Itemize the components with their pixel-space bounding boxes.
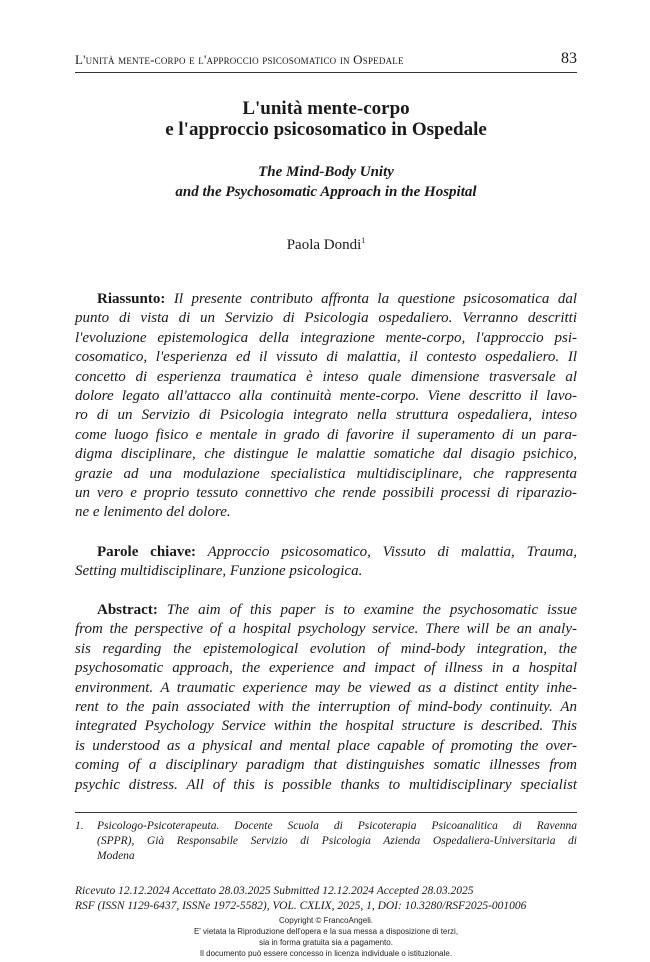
author-name: Paola Dondi — [286, 237, 362, 253]
riassunto-line: digma disciplinare, che distingue le malattie somatiche dal disagio psichico, — [75, 446, 577, 463]
abstract-line: psychosomatic approach, the experience and impact of illness in a hospital — [75, 660, 577, 677]
riassunto-line: concetto di esperienza traumatica è inteso quale dimensione trasversale al — [75, 368, 577, 385]
title-english-line-1: The Mind-Body Unity — [258, 164, 394, 180]
copyright-line: E' vietata la Riproduzione dell'opera e la sua messa a disposizione di terzi, — [193, 927, 459, 936]
riassunto-line: ro di un Servizio di Psicologia integrato nella struttura ospedaliera, inteso — [75, 407, 577, 424]
riassunto-line: un vero e proprio tessuto connettivo che rende possibili processi di riparazio- — [75, 485, 577, 502]
title-english-line-2: and the Psychosomatic Approach in the Hospital — [175, 184, 477, 200]
footnote-line: (SPPR), Già Responsabile Servizio di Psicologia Azienda Ospedaliera-Universitaria di — [97, 835, 577, 847]
footnote-divider — [75, 812, 577, 813]
riassunto-line: dolore legato all'attacco alla continuità mente-corpo. Viene descritto il lavo- — [75, 388, 577, 405]
footnote-line: Modena — [97, 850, 135, 862]
riassunto-paragraph — [75, 290, 577, 523]
footnote-text — [97, 819, 577, 864]
footnote — [75, 819, 577, 864]
footnote-number: 1. — [75, 820, 84, 832]
page-number: 83 — [561, 50, 577, 67]
parole-chiave-line: Parole chiave: Approccio psicosomatico, Vissuto di malattia, Trauma, — [75, 543, 577, 562]
submission-info — [75, 884, 577, 914]
copyright-line: Copyright © FrancoAngeli. — [279, 916, 373, 925]
abstract-line: from the perspective of a hospital psychology service. There will be an analy- — [75, 621, 577, 638]
riassunto-line: ne e lenimento del dolore. — [75, 504, 231, 521]
title-italian-line-1: L'unità mente-corpo — [242, 98, 410, 119]
abstract-paragraph — [75, 601, 577, 795]
author-byline — [75, 236, 577, 254]
abstract-label: Abstract: — [97, 602, 158, 618]
received-dates: Ricevuto 12.12.2024 Accettato 28.03.2025 Submitted 12.12.2024 Accepted 28.03.2025 — [75, 885, 474, 897]
footnote-line: Psicologo-Psicoterapeuta. Docente Scuola di Psicoterapia Psicoanalitica di Ravenna — [97, 820, 577, 832]
abstract-line: is understood as a physical and mental place capable of promoting the over- — [75, 737, 577, 754]
abstract-line: coming of a disciplinary paradigm that distinguishes somatic illnesses from — [75, 757, 577, 774]
riassunto-line: l'evoluzione epistemologica della integrazione mente-corpo, l'approccio psi- — [75, 329, 577, 346]
running-title: L'unità mente-corpo e l'approccio psicosomatico in Ospedale — [75, 52, 404, 67]
abstract-line: environment. A traumatic experience may be viewed as a distinct entity inhe- — [75, 679, 577, 696]
riassunto-line: grazie ad una modulazione specialistica multidisciplinare, che rappresenta — [75, 465, 577, 482]
title-italian-line-2: e l'approccio psicosomatico in Ospedale — [165, 119, 487, 140]
parole-chiave-paragraph — [75, 543, 577, 582]
copyright-line: Il documento può essere concesso in licenza individuale o istituzionale. — [199, 949, 453, 958]
abstract-line: psychic distress. All of this is possible thanks to multidisciplinary specialist — [75, 776, 577, 793]
parole-chiave-label: Parole chiave: — [97, 544, 197, 560]
riassunto-line: punto di vista di un Servizio di Psicologia ospedaliero. Verranno descritti — [75, 310, 577, 327]
parole-chiave-line: Setting multidisciplinare, Funzione psicologica. — [75, 563, 363, 580]
journal-citation: RSF (ISSN 1129-6437, ISSNe 1972-5582), VOL. CXLIX, 2025, 1, DOI: 10.3280/RSF2025-001006 — [75, 900, 527, 912]
riassunto-line: Riassunto: Il presente contributo affronta la questione psicosomatica dal — [75, 290, 577, 309]
riassunto-line: cosomatico, l'esperienza ed il vissuto di malattia, il contesto ospedaliero. Il — [75, 349, 577, 366]
article-title-english — [75, 162, 577, 202]
author-footnote-mark: 1 — [361, 236, 366, 245]
copyright-line: sia in forma gratuita sia a pagamento. — [259, 938, 393, 947]
abstract-line: integrated Psychology Service within the hospital structure is described. This — [75, 718, 577, 735]
running-header — [75, 50, 577, 73]
copyright-notice — [75, 915, 577, 959]
abstract-line: sis regarding the epistemological evolution of mind-body integration, the — [75, 640, 577, 657]
riassunto-label: Riassunto: — [97, 291, 166, 307]
abstract-line: rent to the pain associated with the interruption of mind-body continuity. An — [75, 699, 577, 716]
abstract-line: Abstract: The aim of this paper is to examine the psychosomatic issue — [75, 601, 577, 620]
article-title-italian — [75, 98, 577, 140]
riassunto-line: come luogo fisico e mentale in grado di favorire il superamento di un para- — [75, 426, 577, 443]
